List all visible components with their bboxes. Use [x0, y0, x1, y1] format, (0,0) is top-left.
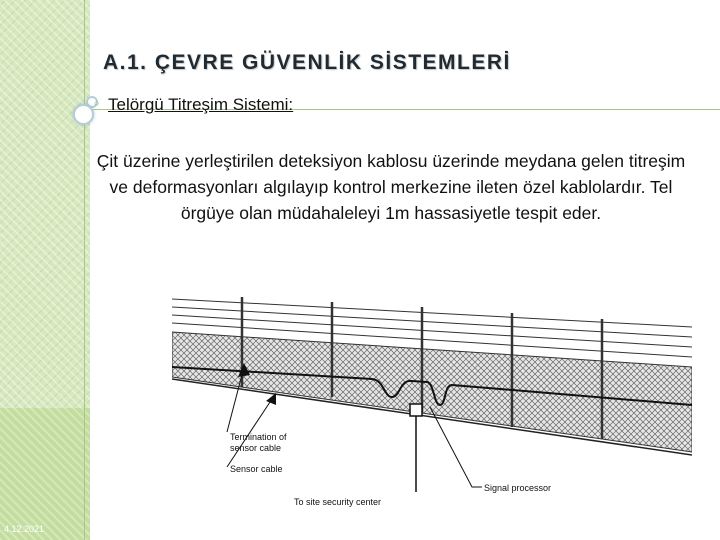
body-paragraph: Çit üzerine yerleştirilen deteksiyon kablosu üzerinde meydana gelen titreşim ve deformasyonları algılayıp kontrol merkezine ileten özel kablolardır. Tel örgüye olan müdahaleleyi 1m hassasiyetle tespit eder.	[96, 151, 686, 223]
label-site-security: To site security center	[294, 497, 382, 507]
slide-date: 4.12.2021	[4, 524, 45, 534]
fence-sensor-diagram	[172, 287, 692, 517]
subtitle-text: Telörgü Titreşim Sistemi:	[108, 95, 294, 114]
label-termination-1: Termination of	[230, 432, 287, 442]
label-termination-2: sensor cable	[230, 443, 282, 453]
sidebar-decoration	[0, 0, 90, 540]
slide-subtitle	[108, 95, 293, 115]
sidebar-lower-band	[0, 408, 90, 540]
label-sensor-cable: Sensor cable	[230, 464, 283, 474]
vertical-rule	[84, 0, 85, 540]
bullet-icon: ○	[94, 98, 100, 108]
sensor-arrow	[266, 393, 276, 405]
signal-processor-box	[410, 404, 422, 416]
slide-title: A.1. ÇEVRE GÜVENLİK SİSTEMLERİ	[103, 51, 511, 74]
large-circle-ornament	[73, 104, 94, 125]
label-signal-processor: Signal processor	[484, 483, 552, 493]
